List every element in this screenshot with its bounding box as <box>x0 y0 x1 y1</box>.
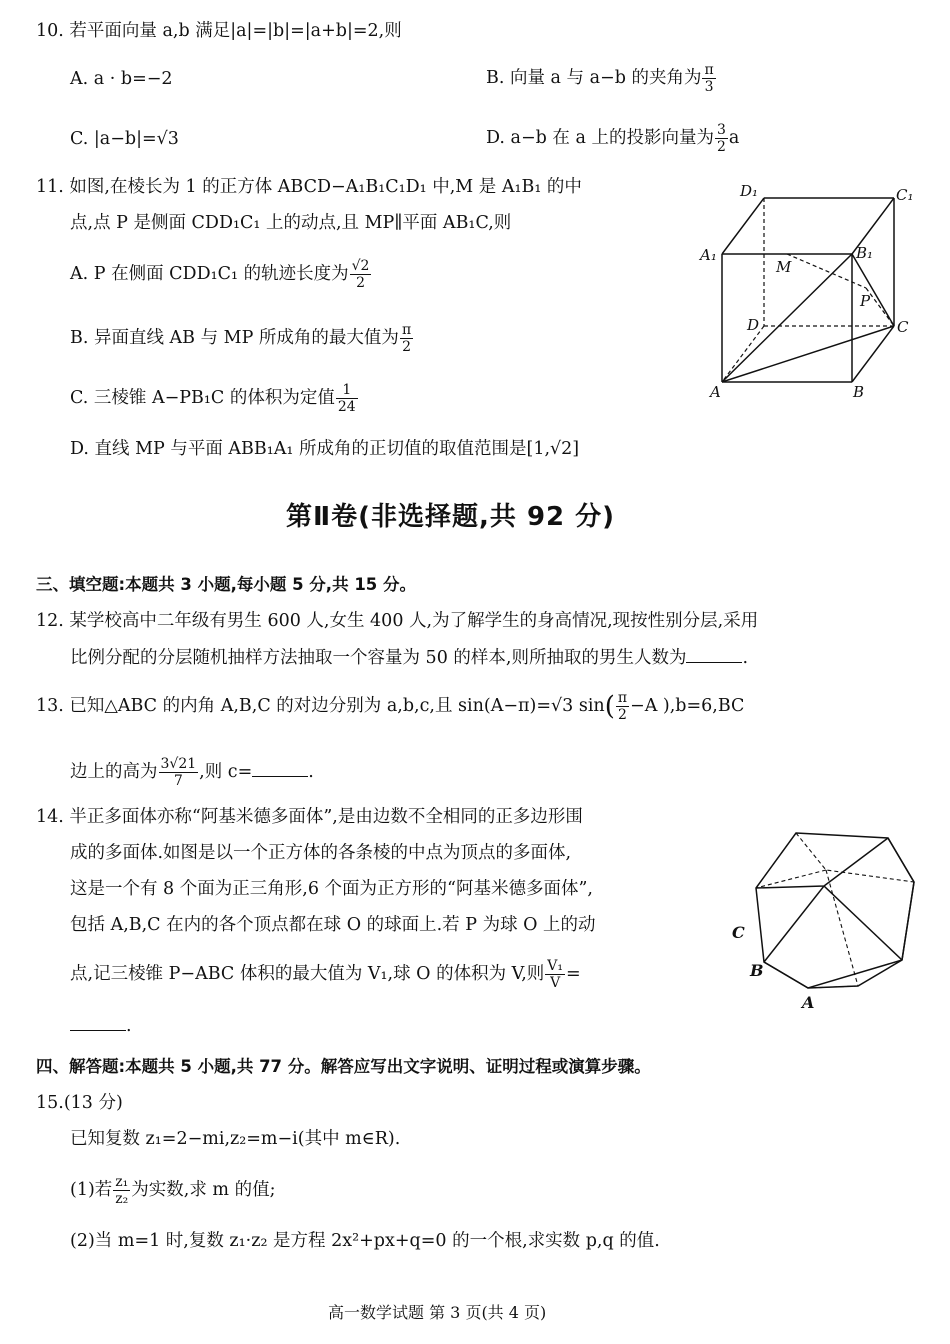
label-poly-c: C <box>732 923 745 942</box>
edge-front-bottom <box>764 960 902 988</box>
q13-line1: 13. 已知△ABC 的内角 A,B,C 的对边分别为 a,b,c,且 sin(A−π)=√3 sin( $\frac{\pi}{2}$ −A ),b=6,BC <box>36 690 745 723</box>
label-c1: C₁ <box>896 186 914 204</box>
section-2-title: 第Ⅱ卷(非选择题,共 92 分) <box>286 502 616 532</box>
q10-option-c: C. |a−b|=√3 <box>70 129 179 149</box>
label-d: D <box>747 316 760 334</box>
segment-pc <box>866 288 894 326</box>
edge-cb <box>852 326 894 382</box>
label-poly-a: A <box>802 993 815 1012</box>
q15-title: 15.(13 分) <box>36 1093 123 1113</box>
q12-answer-blank[interactable] <box>686 644 742 663</box>
q10-stem: 10. 若平面向量 a,b 满足|a|=|b|=|a+b|=2,则 <box>36 21 402 41</box>
q14-line4: 包括 A,B,C 在内的各个顶点都在球 O 的球面上.若 P 为球 O 上的动 <box>70 915 596 935</box>
q12-line2: 比例分配的分层随机抽样方法抽取一个容量为 50 的样本,则所抽取的男生人数为 . <box>70 644 748 671</box>
q14-answer-blank[interactable] <box>70 1012 126 1031</box>
q11-option-d: D. 直线 MP 与平面 ABB₁A₁ 所成角的正切值的取值范围是[1,√2] <box>70 439 580 459</box>
edge-a1d1 <box>722 198 764 254</box>
q15-part1: (1)若 $\frac{\text{z₁}}{\text{z₂}}$ 为实数,求 m 的值; <box>70 1174 276 1207</box>
q10-option-a: A. a · b=−2 <box>70 69 173 89</box>
polyhedron-figure <box>726 828 926 1014</box>
section-3-title: 三、填空题:本题共 3 小题,每小题 5 分,共 15 分。 <box>36 575 417 594</box>
q14-line1: 14. 半正多面体亦称“阿基米德多面体”,是由边数不全相同的正多边形围 <box>36 807 583 827</box>
hidden-edge-3 <box>826 870 858 986</box>
q13-answer-blank[interactable] <box>252 758 308 777</box>
label-m: M <box>776 258 792 276</box>
edge-front-diag-2 <box>764 886 824 962</box>
label-p: P <box>860 292 871 310</box>
hidden-edge-da <box>722 326 764 382</box>
label-c: C <box>897 318 909 336</box>
q14-line6: . <box>70 1012 132 1039</box>
edge-front-top <box>756 838 888 888</box>
q14-line3: 这是一个有 8 个面为正三角形,6 个面为正方形的“阿基米德多面体”, <box>70 879 593 899</box>
segment-ac <box>722 326 894 382</box>
label-d1: D₁ <box>740 182 759 200</box>
cube-figure <box>690 176 930 406</box>
q14-line5: 点,记三棱锥 P−ABC 体积的最大值为 V₁,球 O 的体积为 V,则 $\frac{\text{V₁}}{V}$ = <box>70 958 581 991</box>
q13-line2: 边上的高为 $\frac{3√21}{7}$ ,则 c= . <box>70 756 314 789</box>
edge-right <box>902 882 914 960</box>
label-b: B <box>853 383 865 401</box>
q11-stem-line1: 11. 如图,在棱长为 1 的正方体 ABCD−A₁B₁C₁D₁ 中,M 是 A₁B₁ 的中 <box>36 177 582 197</box>
q15-line1: 已知复数 z₁=2−mi,z₂=m−i(其中 m∈R). <box>70 1129 401 1149</box>
q11-option-a: A. P 在侧面 CDD₁C₁ 的轨迹长度为 $\frac{√2}{2}$ <box>70 258 370 291</box>
segment-b1c <box>852 254 894 326</box>
edge-front-diag-1 <box>824 886 902 960</box>
q10-option-d: D. a−b 在 a 上的投影向量为 $\frac{3}{2}$ a <box>486 122 740 155</box>
edge-right-top <box>888 838 914 882</box>
label-b1: B₁ <box>856 244 874 262</box>
page-footer: 高一数学试题 第 3 页(共 4 页) <box>328 1303 547 1322</box>
section-4-title: 四、解答题:本题共 5 小题,共 77 分。解答应写出文字说明、证明过程或演算步骤。 <box>36 1057 651 1076</box>
q12-line1: 12. 某学校高中二年级有男生 600 人,女生 400 人,为了解学生的身高情况,现按性别分层,采用 <box>36 611 759 631</box>
label-poly-b: B <box>750 961 764 980</box>
hidden-edge-1 <box>796 833 914 882</box>
label-a1: A₁ <box>700 246 717 264</box>
label-a: A <box>710 383 721 401</box>
q11-option-b: B. 异面直线 AB 与 MP 所成角的最大值为 $\frac{\pi}{2}$ <box>70 322 412 355</box>
q10-option-b: B. 向量 a 与 a−b 的夹角为 $\frac{\pi}{3}$ <box>486 62 714 95</box>
q14-line2: 成的多面体.如图是以一个正方体的各条棱的中点为顶点的多面体, <box>70 843 572 863</box>
q11-stem-line2: 点,点 P 是侧面 CDD₁C₁ 上的动点,且 MP∥平面 AB₁C,则 <box>70 213 512 233</box>
q11-option-c: C. 三棱锥 A−PB₁C 的体积为定值 $\frac{1}{24}$ <box>70 382 356 415</box>
q15-part2: (2)当 m=1 时,复数 z₁·z₂ 是方程 2x²+px+q=0 的一个根,求实数 p,q 的值. <box>70 1231 660 1251</box>
